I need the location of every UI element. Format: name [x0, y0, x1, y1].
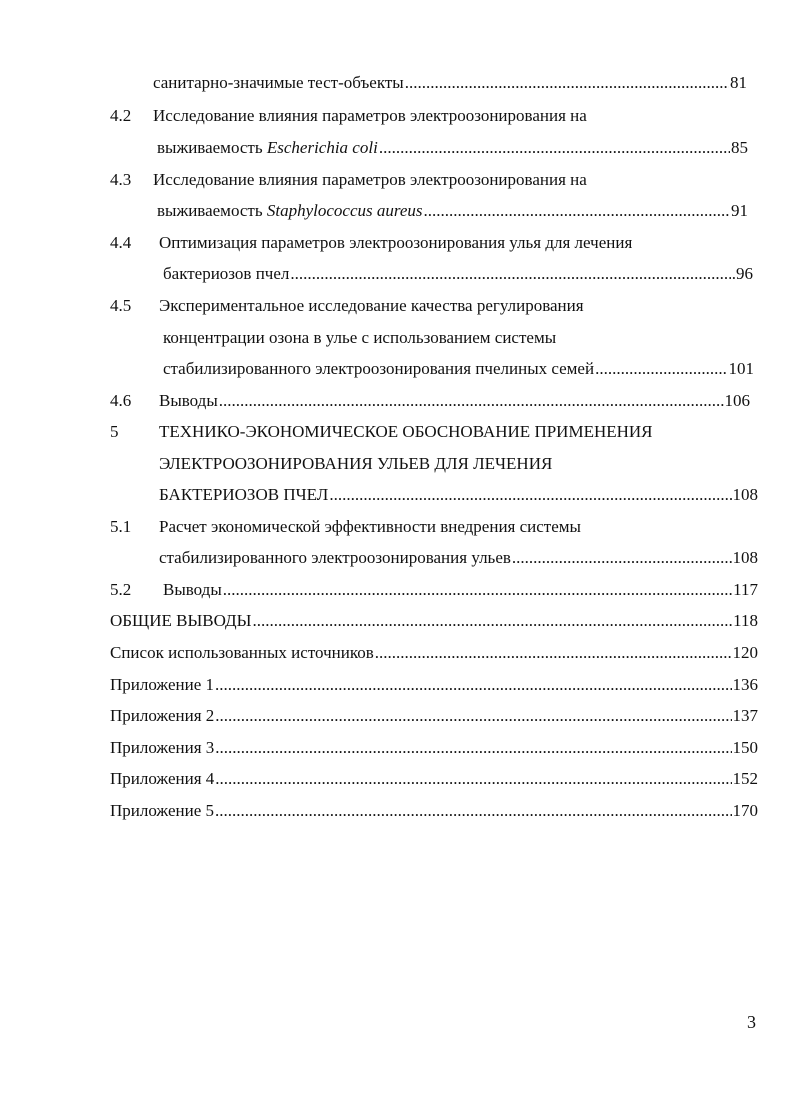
toc-leader-dots [215, 706, 731, 726]
toc-entry-title-line[interactable]: Экспериментальное исследование качества регулирования [159, 296, 584, 315]
toc-section-number: 5 [110, 422, 119, 441]
toc-page-number: 170 [732, 801, 758, 820]
toc-entry-appendix-4[interactable] [110, 769, 758, 789]
toc-leader-dots [215, 769, 731, 789]
toc-page-number: 150 [732, 738, 758, 757]
toc-leader-dots [223, 580, 732, 600]
toc-page-number: 101 [728, 359, 754, 378]
toc-entry-title: Приложения 2 [110, 706, 215, 725]
species-name: Staphylococcus aureus [266, 201, 423, 220]
toc-entry-appendix-3[interactable] [110, 738, 758, 758]
toc-entry-5[interactable] [159, 485, 758, 505]
toc-page-number: 81 [730, 73, 747, 92]
toc-section-number: 4.6 [110, 391, 132, 410]
toc-entry-4-5[interactable] [163, 359, 754, 379]
toc-page-number: 152 [732, 769, 758, 788]
toc-entry-title: БАКТЕРИОЗОВ ПЧЕЛ [159, 485, 329, 504]
toc-entry-4-2[interactable] [157, 138, 748, 158]
toc-entry-title-line[interactable]: Расчет экономической эффективности внедрения системы [159, 517, 581, 536]
toc-entry-title-line[interactable]: ТЕХНИКО-ЭКОНОМИЧЕСКОЕ ОБОСНОВАНИЕ ПРИМЕНЕНИЯ [159, 422, 653, 441]
toc-section-number: 4.3 [110, 170, 132, 189]
toc-page-number: 137 [732, 706, 758, 725]
toc-leader-dots [252, 611, 732, 631]
toc-leader-dots [215, 738, 731, 758]
toc-section-number: 5.1 [110, 517, 132, 536]
toc-page-number: 106 [724, 391, 750, 410]
toc-entry-title: стабилизированного электроозонирования пчелиных семей [163, 359, 595, 378]
toc-entry-4-6[interactable] [159, 391, 750, 411]
toc-page-number: .96 [731, 264, 753, 283]
toc-entry-title: Приложения 3 [110, 738, 215, 757]
toc-entry-title: Выводы [163, 580, 222, 599]
toc-entry-title-line[interactable]: Исследование влияния параметров электроозонирования на [153, 170, 587, 189]
toc-page-number: 108 [732, 548, 758, 567]
toc-leader-dots [215, 801, 732, 821]
toc-leader-dots [219, 391, 724, 411]
toc-entry-5-2[interactable] [163, 580, 758, 600]
toc-entry-4-3[interactable] [157, 201, 748, 221]
toc-leader-dots [405, 73, 729, 93]
toc-section-number: 5.2 [110, 580, 132, 599]
page-number: 3 [747, 1012, 756, 1032]
toc-entry-title-line[interactable]: Оптимизация параметров электроозонирования улья для лечения [159, 233, 633, 252]
toc-entry-title: выживаемость Escherichia coli [157, 138, 378, 157]
toc-entry-title: Список использованных источников [110, 643, 374, 662]
toc-entry-title: бактериозов пчел [163, 264, 290, 283]
toc-entry-appendix-5[interactable] [110, 801, 758, 821]
toc-entry-4-1-cont[interactable] [153, 73, 747, 93]
toc-entry-title: Выводы [159, 391, 218, 410]
toc-page-number: 108 [732, 485, 758, 504]
toc-entry-title: Приложения 4 [110, 769, 215, 788]
toc-entry-general-conclusions[interactable] [110, 611, 758, 631]
toc-entry-appendix-2[interactable] [110, 706, 758, 726]
toc-page-number: 117 [733, 580, 758, 599]
toc-page-number: 136 [732, 675, 758, 694]
toc-entry-appendix-1[interactable] [110, 675, 758, 695]
toc-entry-title: выживаемость Staphylococcus aureus [157, 201, 423, 220]
toc-page-number: 91 [731, 201, 748, 220]
toc-page-number: 85 [731, 138, 748, 157]
toc-section-number: 4.5 [110, 296, 132, 315]
toc-entry-title: Приложение 1 [110, 675, 214, 694]
toc-leader-dots [595, 359, 727, 379]
toc-entry-title: ОБЩИЕ ВЫВОДЫ [110, 611, 252, 630]
species-name: Escherichia coli [266, 138, 378, 157]
toc-leader-dots [424, 201, 731, 221]
toc-entry-title-line[interactable]: концентрации озона в улье с использованием системы [163, 328, 557, 347]
toc-leader-dots [290, 264, 730, 284]
toc-page-number: 120 [732, 643, 758, 662]
toc-entry-title: стабилизированного электроозонирования ульев [159, 548, 511, 567]
toc-leader-dots [215, 675, 732, 695]
toc-page-number: 118 [733, 611, 758, 630]
toc-leader-dots [329, 485, 731, 505]
toc-leader-dots [512, 548, 732, 568]
toc-leader-dots [375, 643, 732, 663]
toc-entry-title: Приложение 5 [110, 801, 214, 820]
toc-leader-dots [379, 138, 730, 158]
toc-entry-title-line[interactable]: ЭЛЕКТРООЗОНИРОВАНИЯ УЛЬЕВ ДЛЯ ЛЕЧЕНИЯ [159, 454, 553, 473]
toc-entry-4-4[interactable] [163, 264, 753, 284]
toc-entry-title-line[interactable]: Исследование влияния параметров электроозонирования на [153, 106, 587, 125]
toc-entry-5-1[interactable] [159, 548, 758, 568]
toc-section-number: 4.4 [110, 233, 132, 252]
toc-entry-title: санитарно-значимые тест-объекты [153, 73, 404, 92]
toc-section-number: 4.2 [110, 106, 132, 125]
toc-entry-sources[interactable] [110, 643, 758, 663]
